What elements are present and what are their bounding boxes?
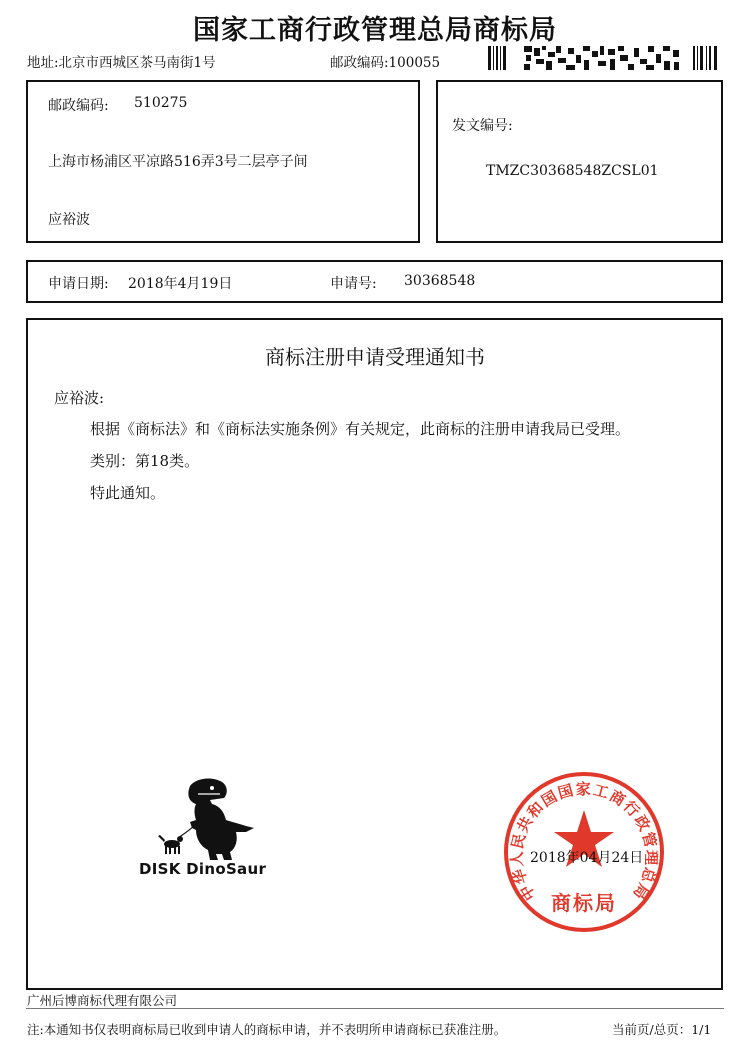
page-indicator: 当前页/总页：1/1 xyxy=(612,1022,712,1037)
issue-date: 2018年04月24日 xyxy=(530,850,644,866)
notice-body-line1: 根据《商标法》和《商标法实施条例》有关规定，此商标的注册申请我局已受理。 xyxy=(90,420,631,438)
notice-body-line2: 类别：第18类。 xyxy=(90,452,200,470)
recipient-name: 应裕波 xyxy=(48,212,90,228)
sender-postcode: 邮政编码:100055 xyxy=(330,55,441,71)
footer-note: 注:本通知书仅表明商标局已收到申请人的商标申请，并不表明所申请商标已获准注册。 xyxy=(27,1022,507,1037)
dinosaur-logo-icon xyxy=(150,776,270,864)
seal-ring-text: 中华人民共和国国家工商行政管理总局 xyxy=(507,780,661,904)
application-date-value: 2018年4月19日 xyxy=(128,276,233,292)
application-number-label: 申请号: xyxy=(330,276,377,292)
notice-salutation: 应裕波: xyxy=(54,389,105,407)
barcode-icon xyxy=(488,46,720,70)
recipient-address: 上海市杨浦区平凉路516弄3号二层亭子间 xyxy=(48,154,308,170)
dispatch-box xyxy=(436,80,723,243)
dispatch-label: 发文编号: xyxy=(452,118,513,134)
dispatch-number: TMZC30368548ZCSL01 xyxy=(486,163,659,179)
sender-address: 地址:北京市西城区茶马南街1号 xyxy=(27,55,216,71)
agent-name: 广州后博商标代理有限公司 xyxy=(27,993,178,1008)
application-number-value: 30368548 xyxy=(404,273,476,289)
recipient-postcode-label: 邮政编码: xyxy=(48,98,109,114)
notice-body-line3: 特此通知。 xyxy=(90,484,166,502)
recipient-postcode-value: 510275 xyxy=(134,95,188,111)
seal-center-text: 商标局 xyxy=(551,891,617,915)
application-date-label: 申请日期: xyxy=(48,276,109,292)
document-title: 国家工商行政管理总局商标局 xyxy=(193,15,557,46)
footer-divider xyxy=(26,1008,724,1009)
notice-title: 商标注册申请受理通知书 xyxy=(265,345,485,369)
logo-text: DISK DinoSaur xyxy=(139,860,267,878)
